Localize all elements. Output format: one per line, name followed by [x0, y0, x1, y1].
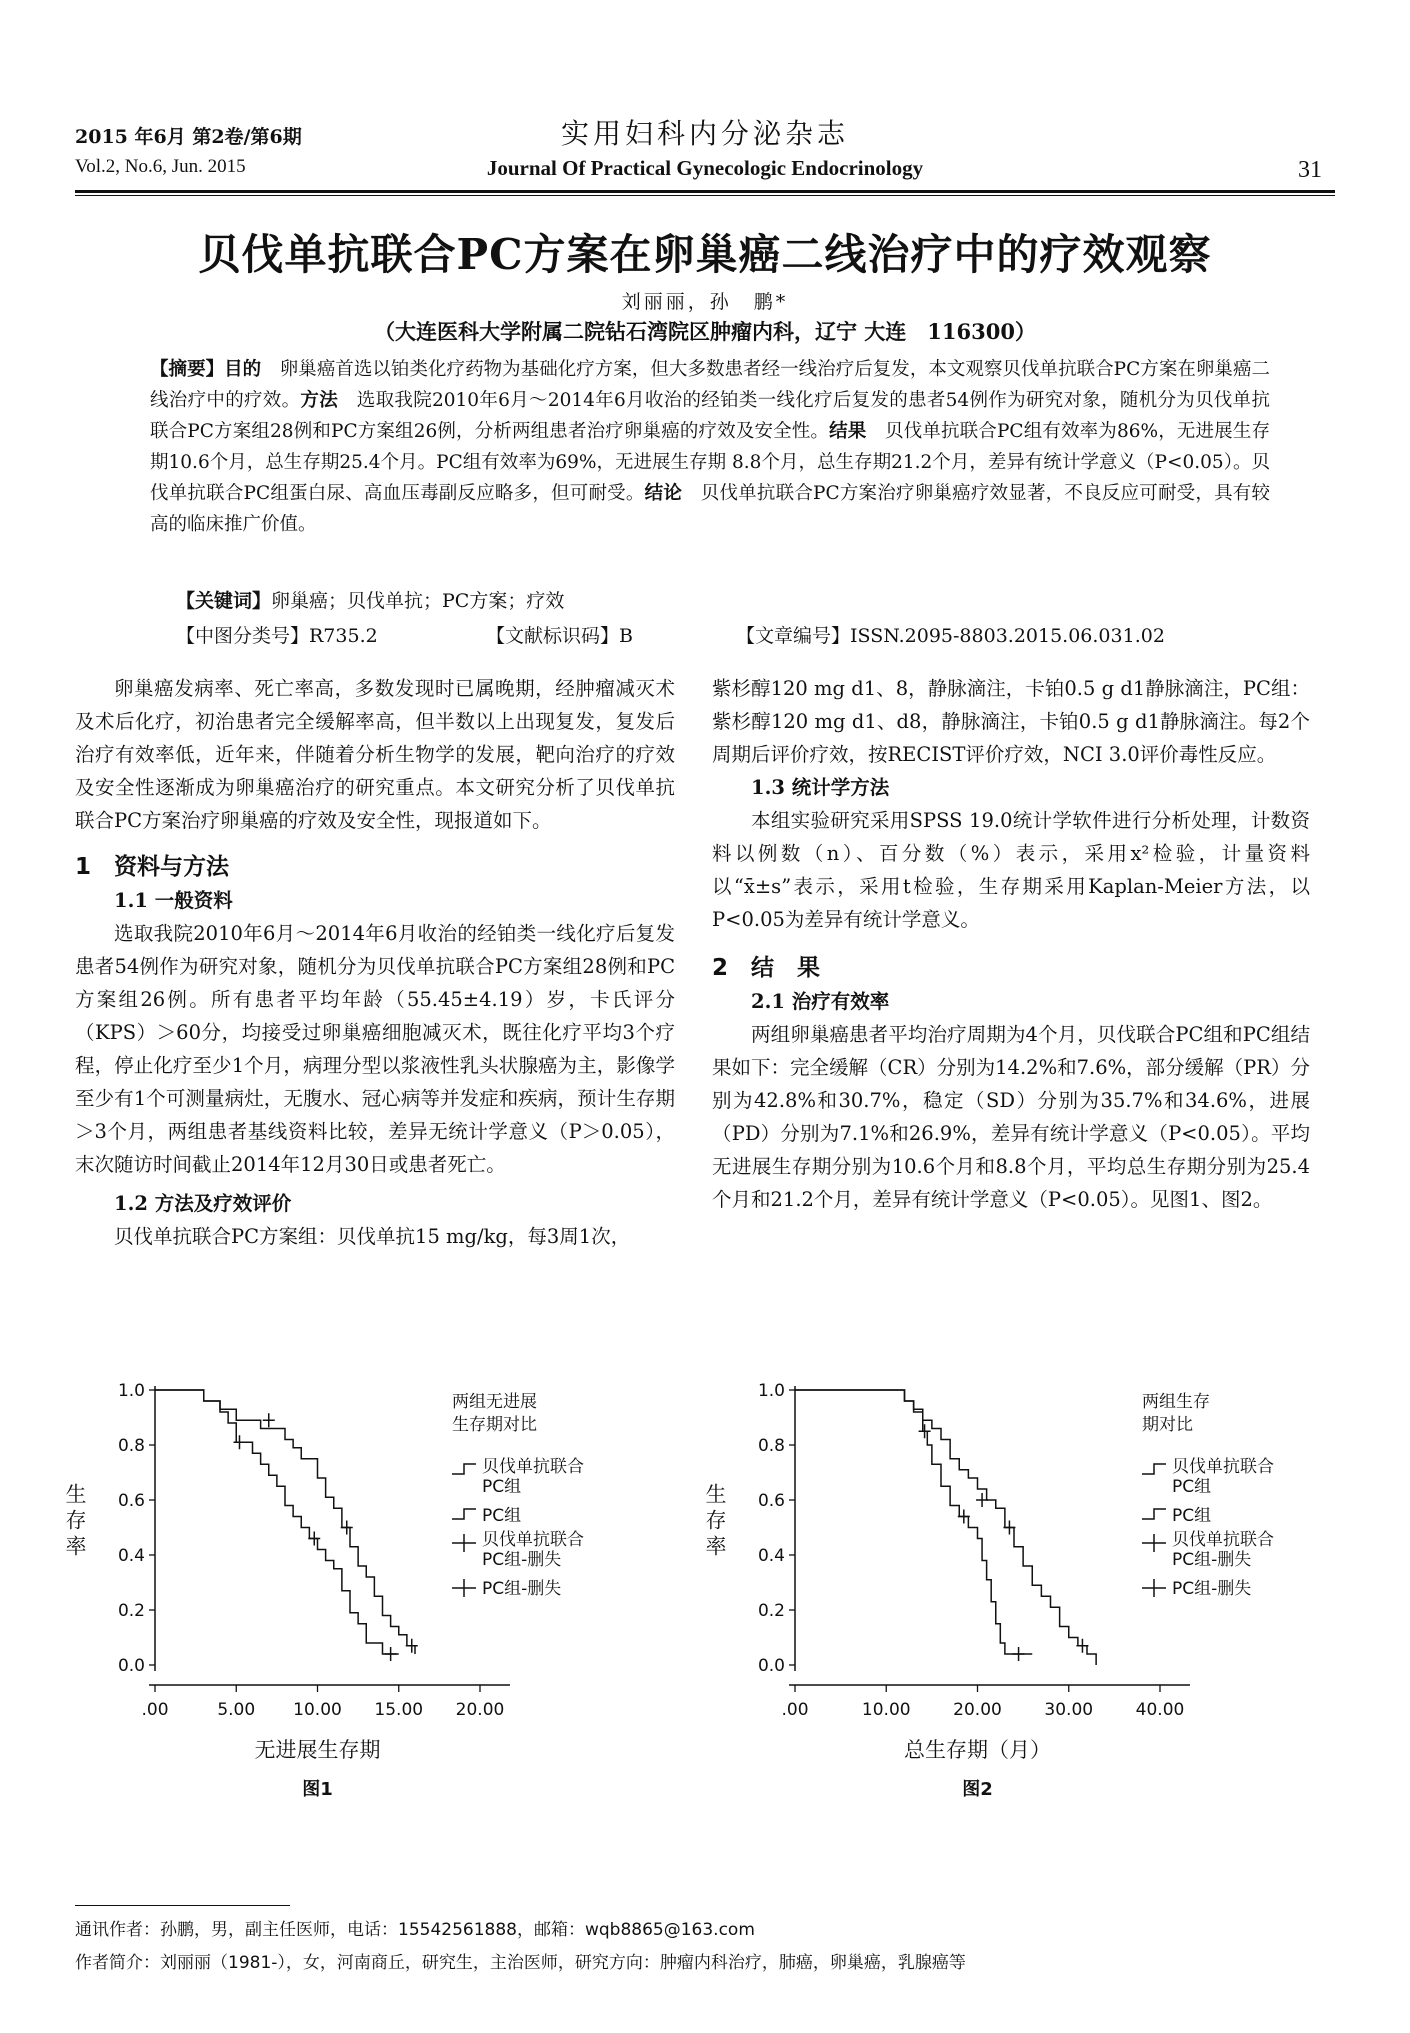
fig1-x-axis-label: 无进展生存期 [254, 1738, 381, 1762]
fig1-legend-label-3: 贝伐单抗联合 [482, 1530, 584, 1550]
fig1-legend-title-line1: 两组无进展 [452, 1392, 537, 1412]
fig2-legend-symbol-2 [1142, 1509, 1166, 1519]
clc-number: 【中图分类号】R735.2 [176, 625, 378, 647]
fig1-y-tick-label: 0.2 [117, 1601, 145, 1621]
abstract-label: 【摘要】 [150, 359, 225, 380]
abstract-results-label: 结果 [829, 421, 867, 442]
fig1-legend-symbol-1 [452, 1464, 476, 1474]
section-1-3-text: 本组实验研究采用SPSS 19.0统计学软件进行分析处理，计数资料以例数（n）、百分数（%）表示，采用x²检验，计量资料以“x̄±s”表示，采用t检验，生存期采用Kaplan-Meier方法，以P<0.05为差异有统计学意义。 [712, 809, 1310, 931]
journal-name-cn: 实用妇科内分泌杂志 [560, 117, 849, 150]
fig1-y-tick-label: 0.6 [117, 1491, 145, 1511]
fig1-legend-label-2: PC组 [482, 1506, 522, 1526]
keywords [176, 586, 564, 613]
fig2-y-axis-label: 生 [705, 1482, 727, 1507]
fig2-y-tick-label: 0.8 [757, 1436, 785, 1456]
fig2-x-tick-label: 30.00 [1044, 1700, 1094, 1720]
fig2-legend-label-1-cont: PC组 [1172, 1477, 1212, 1497]
fig2-series-2-line [795, 1390, 1032, 1654]
right-column [712, 672, 1310, 1216]
fig1-series-2-line [155, 1390, 399, 1654]
page-number: 31 [1298, 157, 1322, 183]
abstract-methods-label: 方法 [300, 390, 338, 411]
fig1-legend-label-4: PC组-删失 [482, 1579, 562, 1599]
fig1-y-tick-label: 1.0 [117, 1381, 145, 1401]
fig1-legend-symbol-2 [452, 1509, 476, 1519]
section-2-1-text: 两组卵巢癌患者平均治疗周期为4个月，贝伐联合PC组和PC组结果如下：完全缓解（CR）分别为14.2%和7.6%，部分缓解（PR）分别为42.8%和30.7%，稳定（SD）分别为35.7%和34.6%，进展（PD）分别为7.1%和26.9%，差异有统计学意义（P<0.05）。平均无进展生存期分别为10.6个月和8.8个月，平均总生存期分别为25.4个月和21.2个月，差异有统计学意义（P<0.05）。见图1、图2。 [712, 1023, 1310, 1211]
abstract-conclusion: 贝伐单抗联合PC方案治疗卵巢癌疗效显著，不良反应可耐受，具有较高的临床推广价值。 [150, 483, 1270, 535]
fig1-legend-label-1: 贝伐单抗联合 [482, 1457, 584, 1477]
fig2-y-tick-label: 0.0 [757, 1656, 785, 1676]
section-1-1-title: 1.1 一般资料 [114, 889, 233, 912]
journal-name-en: Journal Of Practical Gynecologic Endocrinology [486, 156, 924, 180]
fig2-legend-title-line2: 期对比 [1142, 1415, 1193, 1435]
fig2-x-tick-label: 40.00 [1135, 1700, 1185, 1720]
article-number: 【文章编号】ISSN.2095-8803.2015.06.031.02 [736, 625, 1165, 647]
fig1-legend-label-1-cont: PC组 [482, 1477, 522, 1497]
fig1-legend-symbol-4 [452, 1579, 476, 1597]
section-2-title: 2 结 果 [712, 955, 821, 981]
fig1-censor-mark [385, 1647, 397, 1661]
fig2-legend-label-3: 贝伐单抗联合 [1172, 1530, 1274, 1550]
fig2-y-tick-label: 0.2 [757, 1601, 785, 1621]
section-1-title: 1 资料与方法 [75, 854, 230, 880]
fig1-censor-mark [234, 1435, 246, 1449]
footnote-author-bio: 作者简介：刘丽丽（1981-），女，河南商丘，研究生，主治医师，研究方向：肿瘤内科治疗，肺癌，卵巢癌，乳腺癌等 [75, 1953, 966, 1973]
fig2-x-tick-label: 20.00 [953, 1700, 1002, 1720]
fig2-legend-label-3-cont: PC组-删失 [1172, 1550, 1252, 1570]
section-2-1-title: 2.1 治疗有效率 [751, 990, 890, 1013]
figure-1-pfs-chart [60, 1375, 660, 1855]
fig2-legend-label-1: 贝伐单抗联合 [1172, 1457, 1274, 1477]
fig2-x-tick-label: .00 [781, 1700, 809, 1720]
abstract-objective-label: 目的 [224, 359, 262, 380]
journal-name [0, 112, 1410, 181]
section-1-2-title: 1.2 方法及疗效评价 [114, 1192, 292, 1215]
fig2-legend-label-4: PC组-删失 [1172, 1579, 1252, 1599]
fig1-y-axis-label: 生 [65, 1482, 87, 1507]
fig1-x-tick-label: .00 [141, 1700, 169, 1720]
header-rule-thin [75, 195, 1335, 196]
footnote-rule [75, 1905, 290, 1906]
fig1-censor-mark [263, 1413, 275, 1427]
abstract-results: 贝伐单抗联合PC组有效率为86%，无进展生存期10.6个月，总生存期25.4个月。PC组有效率为69%，无进展生存期 8.8个月，总生存期21.2个月，差异有统计学意义（P<0.05）。贝伐单抗联合PC组蛋白尿、高血压毒副反应略多，但可耐受。 [150, 421, 1270, 504]
fig2-y-axis-label: 存 [705, 1508, 727, 1533]
header-rule [75, 190, 1335, 193]
fig1-y-axis-label: 存 [65, 1508, 87, 1533]
keywords-text: 卵巢癌；贝伐单抗；PC方案；疗效 [271, 590, 565, 612]
footnote-corresponding: 通讯作者：孙鹏，男，副主任医师，电话：15542561888，邮箱：wqb8865@163.com [75, 1920, 755, 1940]
fig2-legend-label-2: PC组 [1172, 1506, 1212, 1526]
fig2-caption: 图2 [962, 1779, 993, 1800]
document-code: 【文献标识码】B [486, 625, 633, 647]
figure-2-os-chart [700, 1375, 1300, 1855]
fig1-y-tick-label: 0.8 [117, 1436, 145, 1456]
fig1-caption: 图1 [302, 1779, 333, 1800]
fig1-x-tick-label: 5.00 [217, 1700, 256, 1720]
section-1-1-text: 选取我院2010年6月～2014年6月收治的经铂类一线化疗后复发患者54例作为研究对象，随机分为贝伐单抗联合PC方案组28例和PC方案组26例。所有患者平均年龄（55.45±4.19）岁，卡氏评分（KPS）＞60分，均接受过卵巢癌细胞减灭术，既往化疗平均3个疗程，停止化疗至少1个月，病理分型以浆液性乳头状腺癌为主，影像学至少有1个可测量病灶，无腹水、冠心病等并发症和疾病，预计生存期＞3个月，两组患者基线资料比较，差异无统计学意义（P＞0.05），末次随访时间截止2014年12月30日或患者死亡。 [75, 922, 675, 1176]
fig2-legend-symbol-4 [1142, 1579, 1166, 1597]
fig1-y-tick-label: 0.0 [117, 1656, 145, 1676]
abstract-objective: 卵巢癌首选以铂类化疗药物为基础化疗方案，但大多数患者经一线治疗后复发，本文观察贝伐单抗联合PC方案在卵巢癌二线治疗中的疗效。 [150, 359, 1270, 411]
fig2-y-tick-label: 0.6 [757, 1491, 785, 1511]
issue-cn: 2015 年6月 第2卷/第6期 [75, 126, 302, 148]
fig1-series-1-line [155, 1390, 415, 1654]
fig1-y-tick-label: 0.4 [117, 1546, 145, 1566]
intro-paragraph: 卵巢癌发病率、死亡率高，多数发现时已属晚期，经肿瘤减灭术及术后化疗，初治患者完全缓解率高，但半数以上出现复发，复发后治疗有效率低，近年来，伴随着分析生物学的发展，靶向治疗的疗效及安全性逐渐成为卵巢癌治疗的研究重点。本文研究分析了贝伐单抗联合PC方案治疗卵巢癌的疗效及安全性，现报道如下。 [75, 677, 675, 832]
section-1-2-text-a: 贝伐单抗联合PC方案组：贝伐单抗15 mg/kg，每3周1次， [114, 1225, 631, 1248]
article-affiliation: （大连医科大学附属二院钻石湾院区肿瘤内科，辽宁 大连 116300） [374, 319, 1036, 344]
abstract [150, 354, 1270, 540]
issue-en: Vol.2, No.6, Jun. 2015 [75, 156, 246, 177]
fig1-y-axis-label: 率 [65, 1534, 87, 1559]
left-column [75, 672, 675, 1253]
fig2-y-axis-label: 率 [705, 1534, 727, 1559]
fig1-x-tick-label: 10.00 [293, 1700, 342, 1720]
section-1-3-title: 1.3 统计学方法 [751, 776, 890, 799]
article-title: 贝伐单抗联合PC方案在卵巢癌二线治疗中的疗效观察 [198, 230, 1212, 279]
fig2-x-axis-label: 总生存期（月） [904, 1738, 1051, 1762]
fig2-censor-mark [919, 1424, 931, 1438]
article-authors: 刘丽丽，孙 鹏* [621, 291, 789, 313]
fig2-censor-mark [1013, 1647, 1025, 1661]
fig2-x-tick-label: 10.00 [861, 1700, 911, 1720]
fig1-x-tick-label: 20.00 [455, 1700, 505, 1720]
keywords-label: 【关键词】 [176, 590, 272, 612]
fig2-series-1-line [795, 1390, 1096, 1665]
fig2-y-tick-label: 0.4 [757, 1546, 785, 1566]
fig2-legend-symbol-3 [1142, 1534, 1166, 1552]
fig1-legend-symbol-3 [452, 1534, 476, 1552]
fig2-y-tick-label: 1.0 [757, 1381, 785, 1401]
fig2-legend-title-line1: 两组生存 [1142, 1392, 1210, 1412]
abstract-conclusion-label: 结论 [644, 483, 683, 504]
fig2-legend-symbol-1 [1142, 1464, 1166, 1474]
fig1-x-tick-label: 15.00 [374, 1700, 424, 1720]
fig1-legend-label-3-cont: PC组-删失 [482, 1550, 562, 1570]
fig1-legend-title-line2: 生存期对比 [452, 1415, 537, 1435]
abstract-methods: 选取我院2010年6月～2014年6月收治的经铂类一线化疗后复发的患者54例作为研究对象，随机分为贝伐单抗联合PC方案组28例和PC方案组26例，分析两组患者治疗卵巢癌的疗效及安全性。 [150, 390, 1270, 442]
section-1-2-text-b: 紫杉醇120 mg d1、8，静脉滴注，卡铂0.5 g d1静脉滴注，PC组：紫杉醇120 mg d1、d8，静脉滴注，卡铂0.5 g d1静脉滴注。每2个周期后评价疗效，按RECIST评价疗效，NCI 3.0评价毒性反应。 [712, 677, 1310, 766]
